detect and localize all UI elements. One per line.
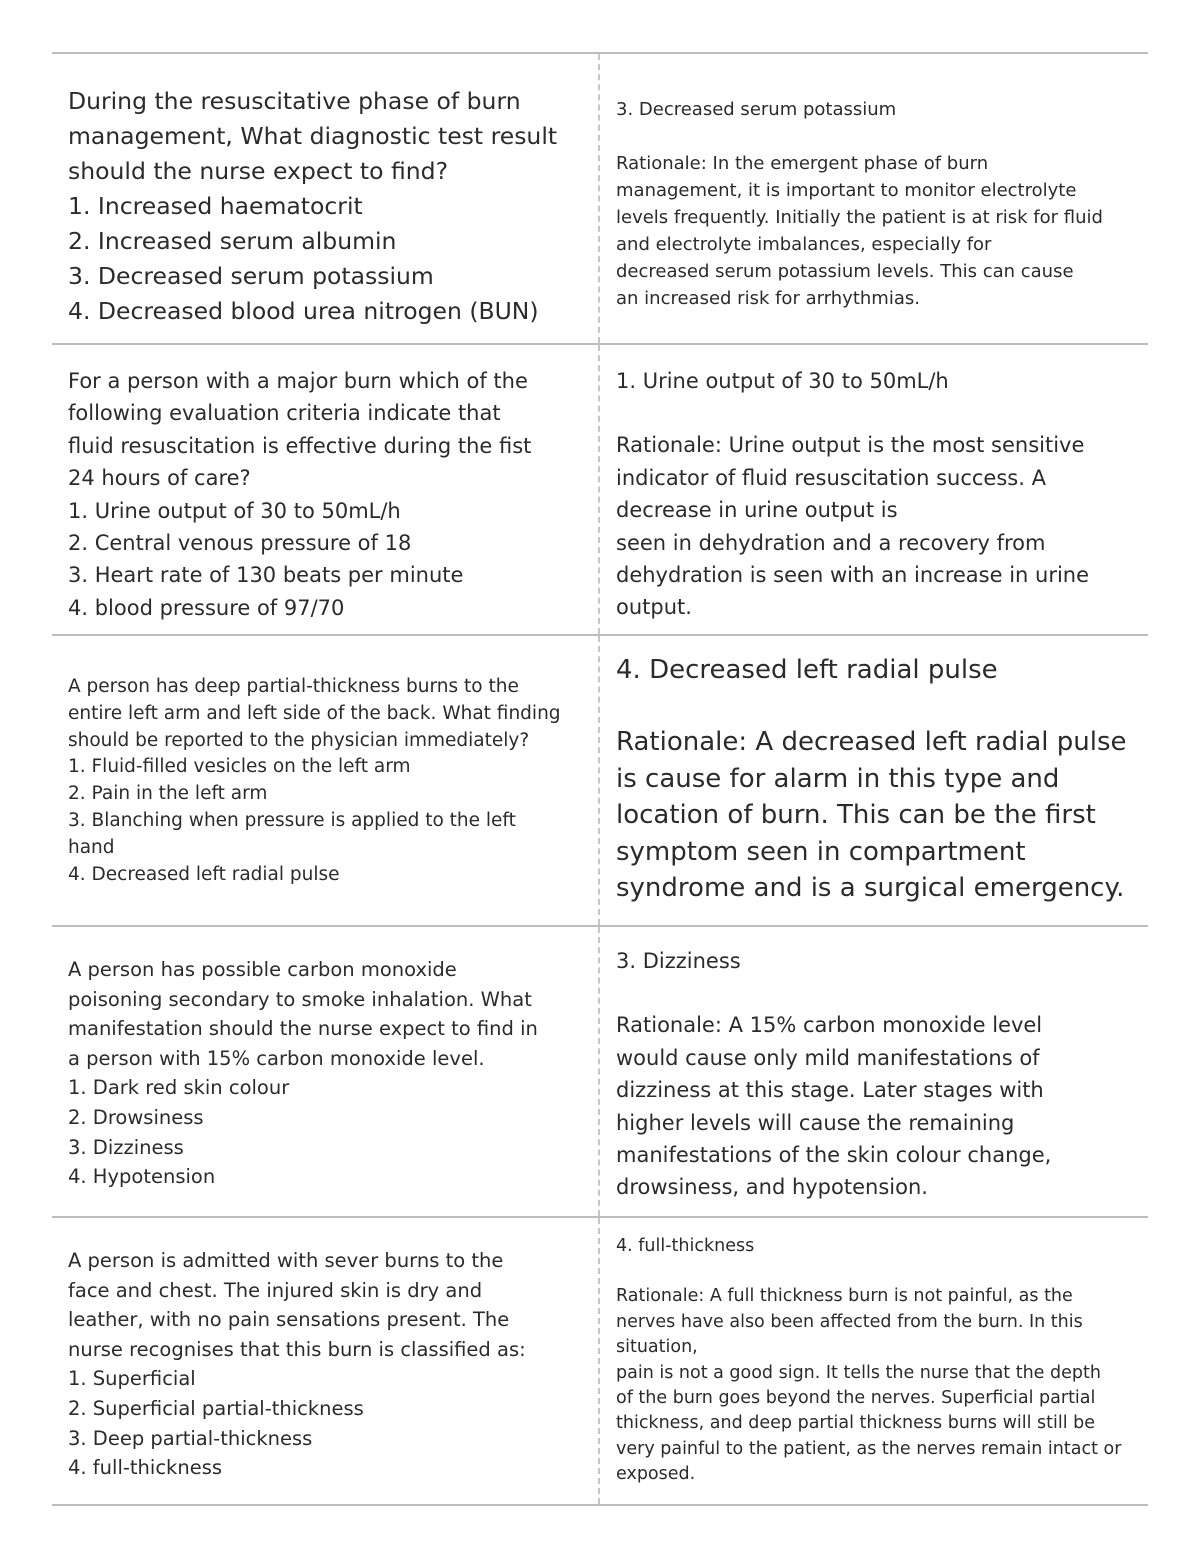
answer-text: 3. Dizziness bbox=[616, 949, 741, 973]
question-line: manifestation should the nurse expect to find in bbox=[68, 1017, 538, 1041]
question-line: For a person with a major burn which of the bbox=[68, 369, 528, 393]
question-line: nurse recognises that this burn is classified as: bbox=[68, 1337, 526, 1361]
rationale-line: higher levels will cause the remaining bbox=[616, 1110, 1015, 1135]
rationale-line: dehydration is seen with an increase in urine bbox=[616, 563, 1090, 588]
question-line: a person with 15% carbon monoxide level. bbox=[68, 1046, 485, 1070]
rationale-line: of the burn goes beyond the nerves. Superficial partial bbox=[616, 1388, 1096, 1409]
question-line: face and chest. The injured skin is dry and bbox=[68, 1278, 483, 1302]
rationale-line: would cause only mild manifestations of bbox=[616, 1045, 1040, 1070]
answer-cell bbox=[600, 1218, 1148, 1504]
rationale-line: is cause for alarm in this type and bbox=[616, 763, 1060, 794]
option-1: 1. Dark red skin colour bbox=[68, 1076, 290, 1100]
option-2: 2. Central venous pressure of 18 bbox=[68, 531, 412, 556]
rationale-line: pain is not a good sign. It tells the nurse that the depth bbox=[616, 1362, 1101, 1383]
flashcard-sheet bbox=[52, 52, 1148, 1506]
option-1: 1. Superficial bbox=[68, 1367, 196, 1391]
question-line: A person has possible carbon monoxide bbox=[68, 958, 457, 981]
option-3: 3. Dizziness bbox=[68, 1135, 184, 1159]
rationale-line: Rationale: A decreased left radial pulse bbox=[616, 727, 1127, 758]
rationale-line: manifestations of the skin colour change, bbox=[616, 1143, 1052, 1168]
option-4: 4. Hypotension bbox=[68, 1165, 216, 1189]
option-1: 1. Fluid-filled vesicles on the left arm bbox=[68, 756, 411, 778]
question-line: entire left arm and left side of the back. What finding bbox=[68, 702, 561, 724]
rationale-line: drowsiness, and hypotension. bbox=[616, 1175, 928, 1200]
question-line: 24 hours of care? bbox=[68, 466, 251, 491]
answer-text: 1. Urine output of 30 to 50mL/h bbox=[616, 369, 949, 393]
flashcard-row-4 bbox=[52, 925, 1148, 1216]
option-1: 1. Increased haematocrit bbox=[68, 192, 363, 220]
rationale-line: indicator of fluid resuscitation success. A bbox=[616, 465, 1046, 490]
rationale-line: nerves have also been affected from the burn. In this bbox=[616, 1311, 1083, 1332]
rationale-line: very painful to the patient, as the nerves remain intact or bbox=[616, 1438, 1122, 1459]
option-2: 2. Superficial partial-thickness bbox=[68, 1396, 364, 1420]
flashcard-row-5 bbox=[52, 1216, 1148, 1506]
rationale-line: decrease in urine output is bbox=[616, 498, 898, 523]
flashcard-row-2 bbox=[52, 343, 1148, 634]
rationale-line: symptom seen in compartment bbox=[616, 836, 1026, 867]
answer-cell bbox=[600, 54, 1148, 343]
option-4: 4. blood pressure of 97/70 bbox=[68, 595, 345, 620]
spacer bbox=[616, 397, 1134, 429]
spacer bbox=[616, 1259, 1134, 1284]
option-2: 2. Pain in the left arm bbox=[68, 783, 268, 805]
option-3: 3. Decreased serum potassium bbox=[68, 262, 434, 290]
option-2: 2. Drowsiness bbox=[68, 1105, 204, 1129]
question-line: should be reported to the physician immediately? bbox=[68, 729, 530, 751]
rationale-line: management, it is important to monitor electrolyte bbox=[616, 180, 1077, 201]
question-cell bbox=[52, 345, 600, 634]
rationale-line: dizziness at this stage. Later stages with bbox=[616, 1078, 1044, 1103]
question-cell bbox=[52, 636, 600, 925]
rationale-line: Rationale: A 15% carbon monoxide level bbox=[616, 1013, 1043, 1038]
rationale-line: location of burn. This can be the first bbox=[616, 800, 1096, 831]
rationale-line: thickness, and deep partial thickness burns will still be bbox=[616, 1413, 1096, 1434]
answer-cell bbox=[600, 927, 1148, 1216]
option-4: 4. Decreased left radial pulse bbox=[68, 863, 340, 885]
option-3: 3. Blanching when pressure is applied to the left bbox=[68, 809, 516, 831]
rationale-line: seen in dehydration and a recovery from bbox=[616, 530, 1046, 555]
question-line: poisoning secondary to smoke inhalation. What bbox=[68, 987, 532, 1011]
question-line: fluid resuscitation is effective during the fist bbox=[68, 433, 532, 458]
option-4: 4. Decreased blood urea nitrogen (BUN) bbox=[68, 297, 539, 325]
flashcard-row-1 bbox=[52, 52, 1148, 343]
rationale-line: situation, bbox=[616, 1337, 698, 1358]
question-line: A person has deep partial-thickness burns to the bbox=[68, 676, 519, 697]
option-3-continued: hand bbox=[68, 836, 115, 858]
answer-cell bbox=[600, 636, 1148, 925]
question-line: should the nurse expect to find? bbox=[68, 157, 449, 185]
question-cell bbox=[52, 927, 600, 1216]
option-3: 3. Heart rate of 130 beats per minute bbox=[68, 563, 464, 588]
rationale-line: and electrolyte imbalances, especially for bbox=[616, 234, 992, 255]
rationale-line: an increased risk for arrhythmias. bbox=[616, 288, 920, 309]
answer-text: 4. Decreased left radial pulse bbox=[616, 655, 998, 685]
rationale-line: output. bbox=[616, 595, 692, 620]
question-line: following evaluation criteria indicate that bbox=[68, 401, 501, 426]
option-4: 4. full-thickness bbox=[68, 1456, 223, 1480]
option-3: 3. Deep partial-thickness bbox=[68, 1426, 313, 1450]
answer-text: 3. Decreased serum potassium bbox=[616, 99, 897, 120]
rationale-line: Rationale: Urine output is the most sensitive bbox=[616, 433, 1085, 458]
question-line: During the resuscitative phase of burn bbox=[68, 87, 521, 115]
question-line: A person is admitted with sever burns to the bbox=[68, 1249, 504, 1272]
question-line: leather, with no pain sensations present. The bbox=[68, 1308, 510, 1332]
answer-text: 4. full-thickness bbox=[616, 1236, 755, 1256]
spacer bbox=[616, 123, 1134, 150]
rationale-line: decreased serum potassium levels. This can cause bbox=[616, 261, 1074, 282]
question-line: management, What diagnostic test result bbox=[68, 122, 558, 150]
question-cell bbox=[52, 54, 600, 343]
answer-cell bbox=[600, 345, 1148, 634]
rationale-line: exposed. bbox=[616, 1464, 696, 1485]
rationale-line: Rationale: In the emergent phase of burn bbox=[616, 153, 989, 174]
spacer bbox=[616, 688, 1134, 724]
option-2: 2. Increased serum albumin bbox=[68, 227, 397, 255]
spacer bbox=[616, 977, 1134, 1009]
rationale-line: Rationale: A full thickness burn is not painful, as the bbox=[616, 1286, 1073, 1307]
option-1: 1. Urine output of 30 to 50mL/h bbox=[68, 498, 401, 523]
question-cell bbox=[52, 1218, 600, 1504]
flashcard-row-3 bbox=[52, 634, 1148, 925]
rationale-line: syndrome and is a surgical emergency. bbox=[616, 873, 1125, 904]
rationale-line: levels frequently. Initially the patient is at risk for fluid bbox=[616, 207, 1103, 228]
